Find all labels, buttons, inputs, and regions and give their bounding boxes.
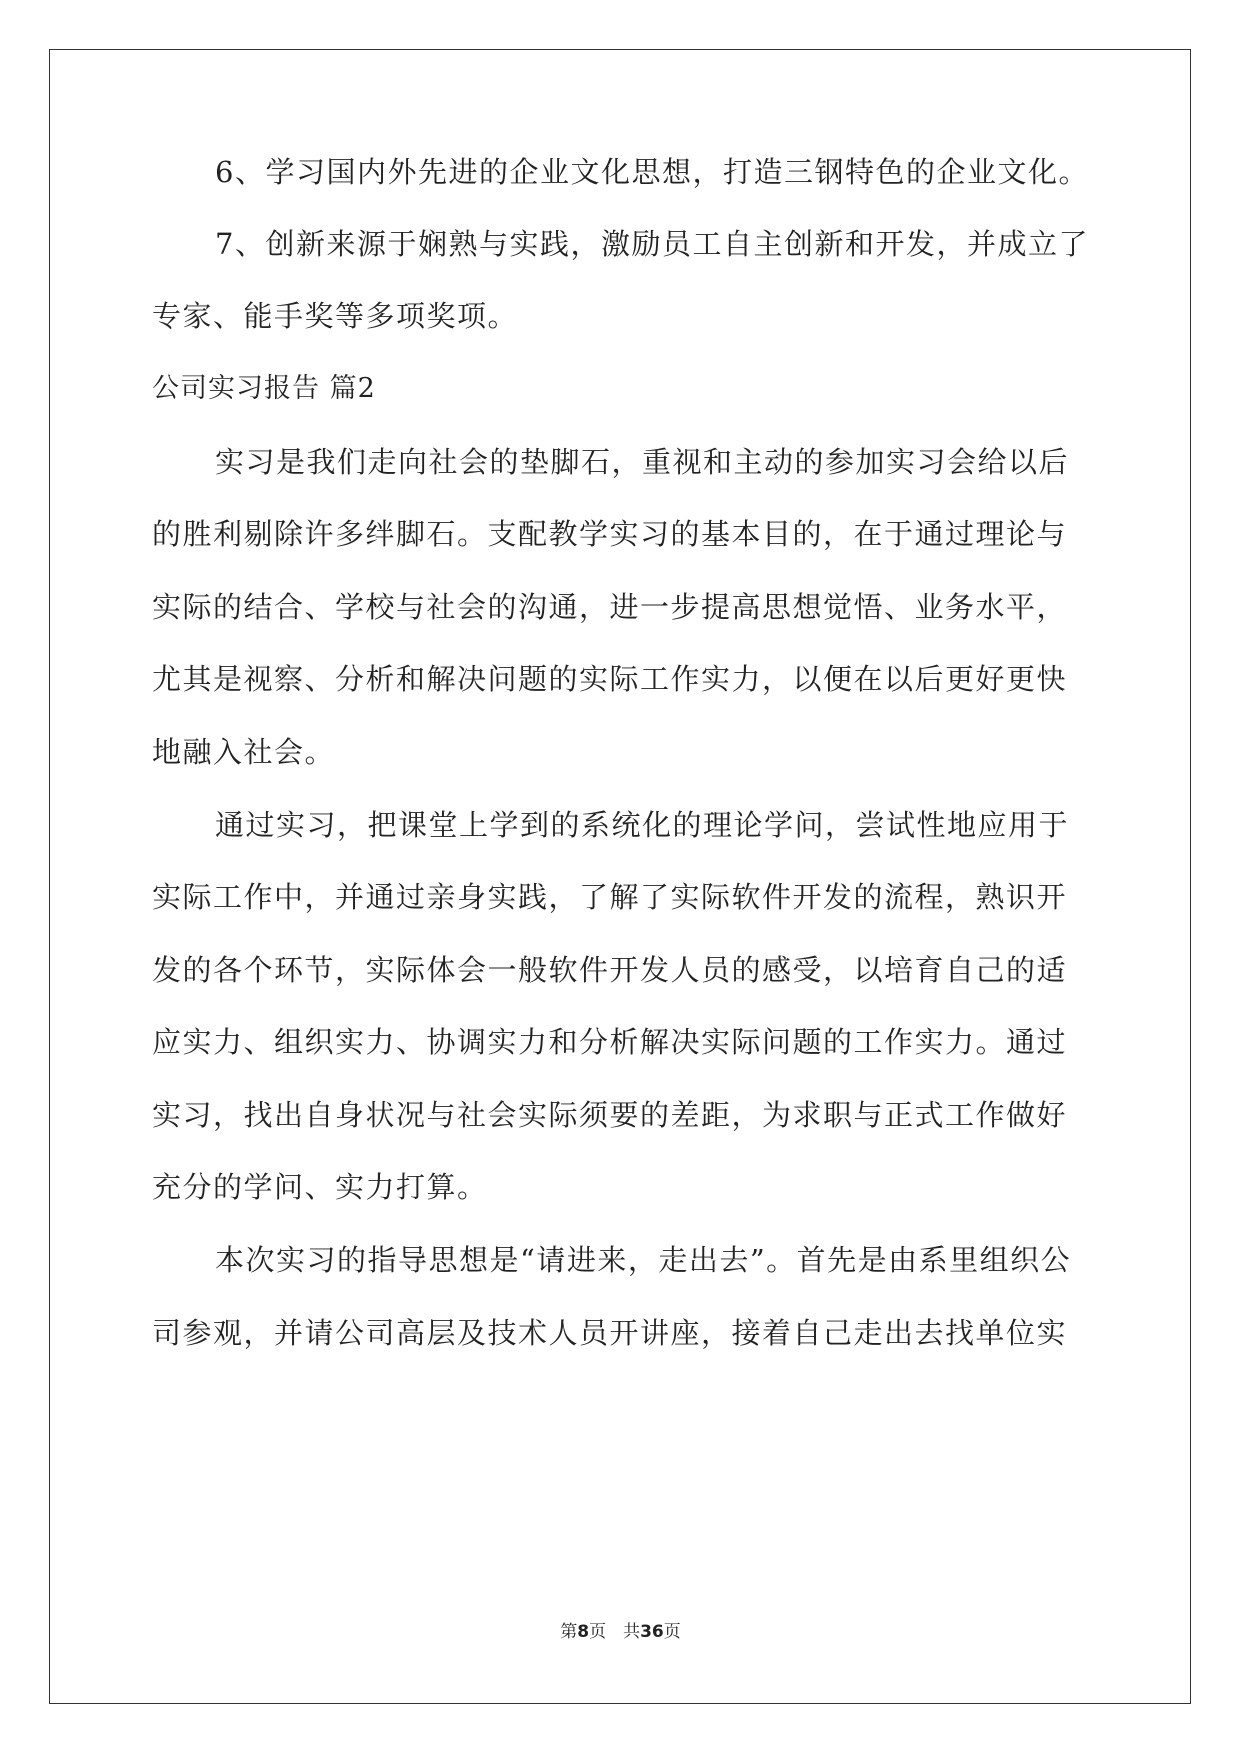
paragraph-line: 实际的结合、学校与社会的沟通，进一步提高思想觉悟、业务水平， xyxy=(152,590,1068,624)
paragraph-line: 司参观，并请公司高层及技术人员开讲座，接着自己走出去找单位实 xyxy=(152,1316,1068,1350)
paragraph-line: 尤其是视察、分析和解决问题的实际工作实力，以便在以后更好更快 xyxy=(152,662,1068,696)
footer-total-pages: 36 xyxy=(640,1622,664,1642)
paragraph-line: 发的各个环节，实际体会一般软件开发人员的感受，以培育自己的适 xyxy=(152,953,1068,987)
footer-page-number: 8 xyxy=(577,1622,590,1642)
paragraph-line: 实习，找出自身状况与社会实际须要的差距，为求职与正式工作做好 xyxy=(152,1098,1068,1132)
paragraph-line: 实习是我们走向社会的垫脚石，重视和主动的参加实习会给以后 xyxy=(215,445,1070,479)
paragraph-line: 的胜利剔除许多绊脚石。支配教学实习的基本目的，在于通过理论与 xyxy=(152,517,1068,551)
footer-middle: 页 共 xyxy=(589,1622,641,1642)
paragraph-line: 充分的学问、实力打算。 xyxy=(152,1170,488,1204)
paragraph-line: 7、创新来源于娴熟与实践，激励员工自主创新和开发，并成立了 xyxy=(215,227,1089,261)
paragraph-line: 实际工作中，并通过亲身实践，了解了实际软件开发的流程，熟识开 xyxy=(152,880,1068,914)
paragraph-line: 地融入社会。 xyxy=(152,735,336,769)
section-heading: 公司实习报告 篇2 xyxy=(152,373,376,404)
paragraph-line: 本次实习的指导思想是“请进来，走出去”。首先是由系里组织公 xyxy=(215,1243,1072,1277)
paragraph-line: 专家、能手奖等多项奖项。 xyxy=(152,299,519,333)
footer-prefix: 第 xyxy=(560,1622,578,1642)
footer-suffix: 页 xyxy=(663,1622,681,1642)
page-footer xyxy=(0,1617,1241,1642)
paragraph-line: 6、学习国内外先进的企业文化思想，打造三钢特色的企业文化。 xyxy=(215,155,1089,189)
paragraph-line: 应实力、组织实力、协调实力和分析解决实际问题的工作实力。通过 xyxy=(152,1025,1068,1059)
paragraph-line: 通过实习，把课堂上学到的系统化的理论学问，尝试性地应用于 xyxy=(215,808,1070,842)
